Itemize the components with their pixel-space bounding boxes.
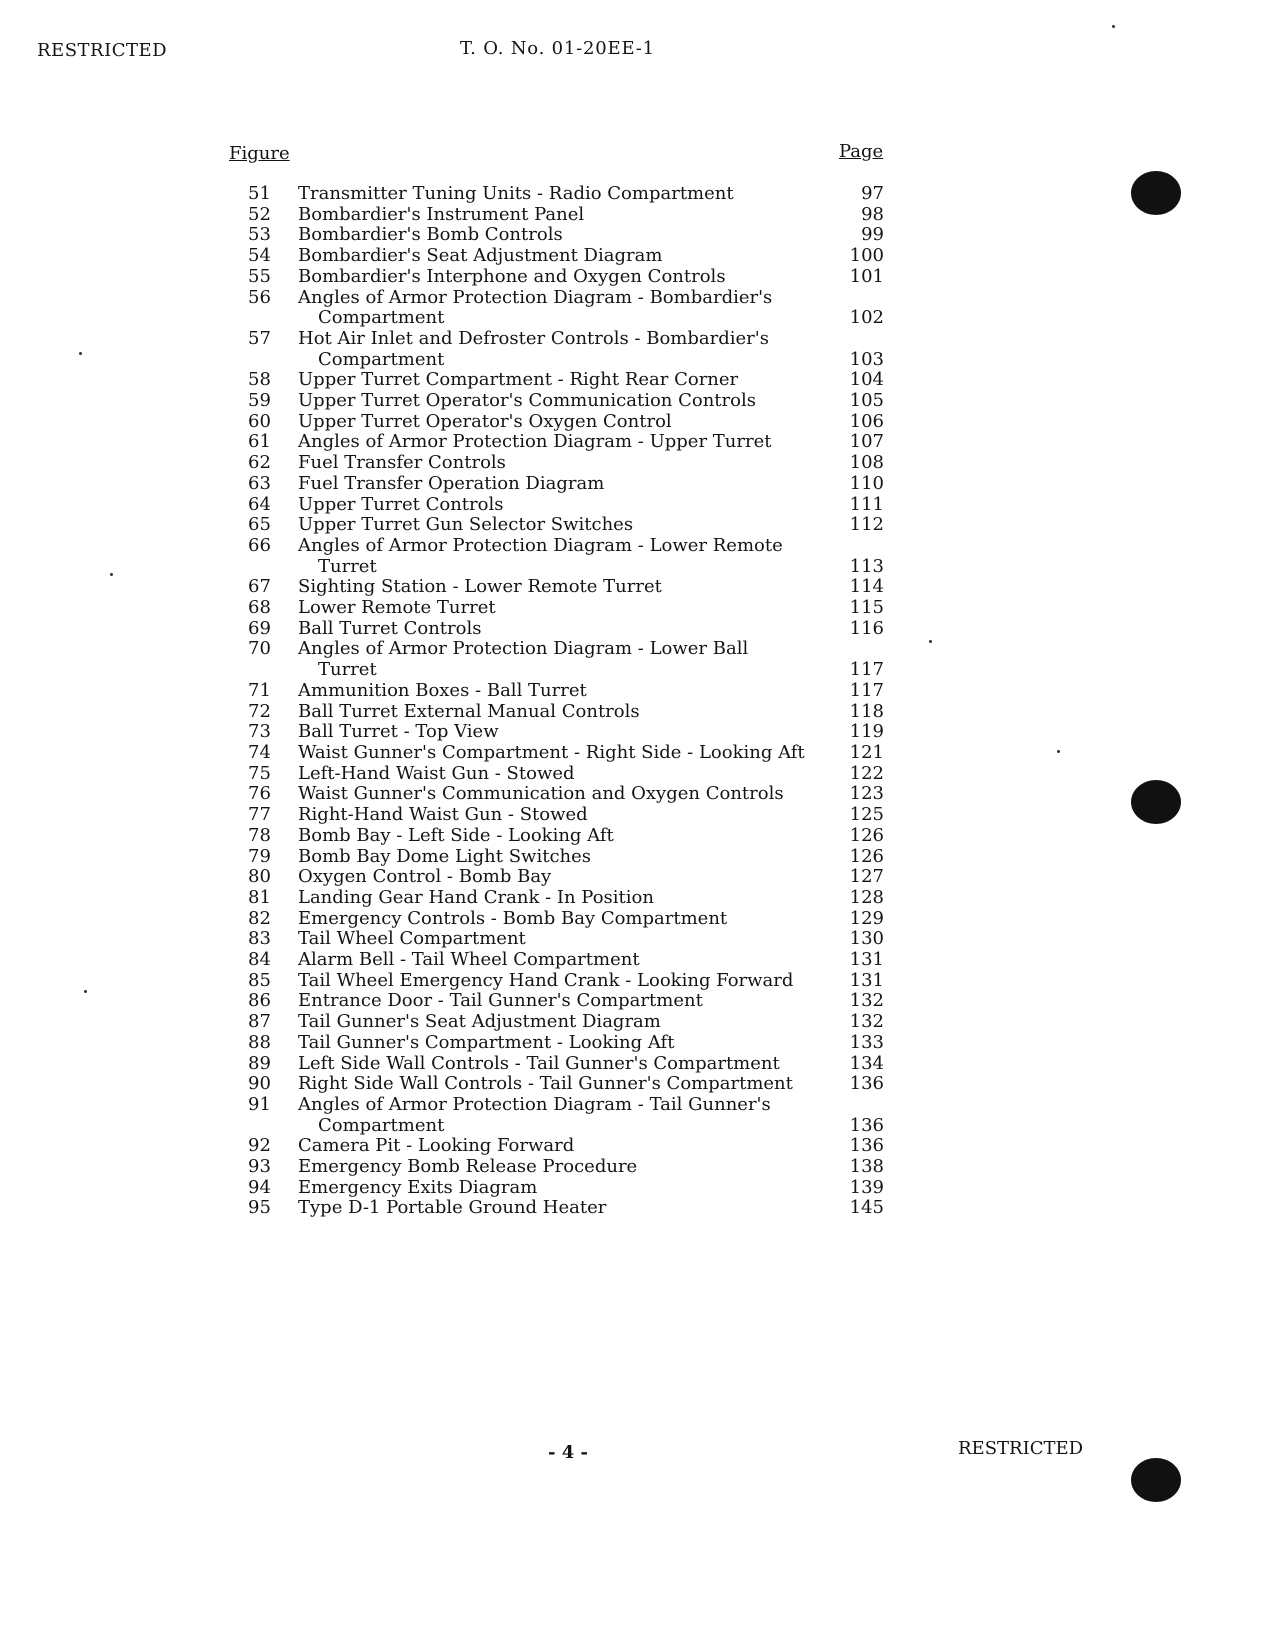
list-item: [228, 205, 898, 226]
binder-hole-middle: [1131, 780, 1181, 824]
figure-page-number: 119: [849, 721, 884, 743]
figure-title: [298, 909, 808, 930]
figure-number: 84: [248, 949, 271, 971]
list-item: [228, 184, 898, 205]
figure-title-text: Emergency Bomb Release Procedure: [298, 1156, 638, 1178]
figure-number: 82: [248, 907, 271, 929]
figure-title-text: Fuel Transfer Controls: [298, 452, 506, 474]
figure-title-text: Ball Turret Controls: [298, 617, 482, 639]
figure-number: 74: [248, 741, 271, 763]
figure-title-text: Entrance Door - Tail Gunner's Compartment: [298, 990, 703, 1012]
speck: [1057, 750, 1060, 753]
figure-page-number: 108: [849, 452, 884, 474]
figure-title: [298, 1033, 808, 1054]
figure-title: [298, 329, 808, 370]
figure-title-text: Left-Hand Waist Gun - Stowed: [298, 762, 575, 784]
figure-title-text: Angles of Armor Protection Diagram - Lower Remote: [298, 534, 783, 556]
figure-number: 91: [248, 1093, 271, 1115]
figure-number: 72: [248, 700, 271, 722]
list-item: [228, 370, 898, 391]
figure-title-text: Upper Turret Operator's Communication Controls: [298, 390, 756, 412]
figure-number: 66: [248, 534, 271, 556]
figure-title: [298, 1054, 808, 1075]
figure-number: 60: [248, 410, 271, 432]
figure-title: [298, 205, 808, 226]
list-item: [228, 639, 898, 680]
figure-title-text: Left Side Wall Controls - Tail Gunner's Compartment: [298, 1052, 780, 1074]
figure-page-number: 116: [849, 617, 884, 639]
figure-page-number: 136: [849, 1073, 884, 1095]
figure-title: [298, 1012, 808, 1033]
list-item: [228, 1054, 898, 1075]
figure-number: 77: [248, 804, 271, 826]
list-item: [228, 929, 898, 950]
list-item: [228, 1198, 898, 1219]
figure-title-text: Emergency Exits Diagram: [298, 1176, 538, 1198]
list-item: [228, 577, 898, 598]
list-item: [228, 288, 898, 329]
figure-title: [298, 412, 808, 433]
figure-title-text: Transmitter Tuning Units - Radio Compartment: [298, 183, 734, 204]
figure-title: [298, 681, 808, 702]
figure-title-text: Upper Turret Compartment - Right Rear Corner: [298, 369, 739, 391]
list-item: [228, 702, 898, 723]
figure-page-number: 115: [849, 597, 884, 619]
figure-number: 56: [248, 286, 271, 308]
figure-title: [298, 867, 808, 888]
list-item: [228, 1157, 898, 1178]
figure-title: [298, 598, 808, 619]
figure-title: [298, 784, 808, 805]
figure-number: 63: [248, 472, 271, 494]
figure-page-number: 133: [849, 1031, 884, 1053]
figure-page-number: 129: [849, 907, 884, 929]
figure-title-text: Bomb Bay - Left Side - Looking Aft: [298, 824, 614, 846]
figure-number: 90: [248, 1073, 271, 1095]
figure-title: [298, 267, 808, 288]
figure-title: [298, 1136, 808, 1157]
list-item: [228, 1095, 898, 1136]
figure-title: [298, 619, 808, 640]
list-item: [228, 1012, 898, 1033]
figure-list: [228, 184, 898, 1219]
figure-number: 51: [248, 183, 271, 204]
figure-title-continuation: Compartment: [318, 1114, 445, 1136]
figure-title: [298, 743, 808, 764]
list-item: [228, 950, 898, 971]
figure-title: [298, 432, 808, 453]
column-header-page: Page: [839, 141, 884, 162]
figure-title-text: Tail Wheel Compartment: [298, 928, 526, 950]
figure-number: 86: [248, 990, 271, 1012]
figure-page-number: 99: [861, 224, 884, 246]
list-item: [228, 329, 898, 370]
figure-page-number: 101: [849, 265, 884, 287]
figure-number: 59: [248, 390, 271, 412]
figure-page-number: 118: [849, 700, 884, 722]
figure-page-number: 128: [849, 886, 884, 908]
figure-title: [298, 495, 808, 516]
figure-number: 94: [248, 1176, 271, 1198]
figure-number: 78: [248, 824, 271, 846]
figure-title: [298, 1095, 808, 1136]
figure-page-number: 104: [849, 369, 884, 391]
figure-page-number: 132: [849, 990, 884, 1012]
figure-page-number: 136: [849, 1114, 884, 1136]
list-item: [228, 1178, 898, 1199]
list-item: [228, 515, 898, 536]
figure-title-continuation: Turret: [318, 555, 377, 577]
figure-title-text: Fuel Transfer Operation Diagram: [298, 472, 605, 494]
figure-title-text: Tail Wheel Emergency Hand Crank - Looking Forward: [298, 969, 794, 991]
figure-number: 53: [248, 224, 271, 246]
list-item: [228, 867, 898, 888]
figure-title-text: Bombardier's Instrument Panel: [298, 203, 585, 225]
figure-title-text: Ball Turret - Top View: [298, 721, 499, 743]
figure-page-number: 117: [849, 679, 884, 701]
figure-page-number: 106: [849, 410, 884, 432]
figure-number: 62: [248, 452, 271, 474]
footer-page-number: - 4 -: [548, 1442, 588, 1463]
figure-title-text: Emergency Controls - Bomb Bay Compartment: [298, 907, 728, 929]
figure-number: 70: [248, 638, 271, 660]
figure-title-text: Upper Turret Gun Selector Switches: [298, 514, 634, 536]
figure-number: 88: [248, 1031, 271, 1053]
figure-page-number: 117: [849, 659, 884, 681]
figure-page-number: 136: [849, 1135, 884, 1157]
figure-title: [298, 577, 808, 598]
list-item: [228, 412, 898, 433]
figure-title-text: Upper Turret Controls: [298, 493, 504, 515]
figure-title-text: Right-Hand Waist Gun - Stowed: [298, 804, 588, 826]
list-item: [228, 743, 898, 764]
figure-page-number: 97: [861, 183, 884, 204]
figure-title: [298, 288, 808, 329]
figure-page-number: 126: [849, 845, 884, 867]
figure-number: 87: [248, 1011, 271, 1033]
figure-page-number: 130: [849, 928, 884, 950]
list-item: [228, 764, 898, 785]
column-header-figure: Figure: [229, 143, 290, 164]
figure-number: 83: [248, 928, 271, 950]
figure-title-text: Type D-1 Portable Ground Heater: [298, 1197, 607, 1219]
header-classification: RESTRICTED: [37, 40, 168, 61]
figure-title-text: Angles of Armor Protection Diagram - Upper Turret: [298, 431, 772, 453]
speck: [79, 352, 82, 355]
figure-number: 76: [248, 783, 271, 805]
figure-number: 85: [248, 969, 271, 991]
figure-page-number: 100: [849, 245, 884, 267]
figure-title-text: Tail Gunner's Seat Adjustment Diagram: [298, 1011, 661, 1033]
figure-title-text: Sighting Station - Lower Remote Turret: [298, 576, 662, 598]
list-item: [228, 495, 898, 516]
figure-title: [298, 950, 808, 971]
figure-page-number: 138: [849, 1156, 884, 1178]
list-item: [228, 722, 898, 743]
binder-hole-top: [1131, 171, 1181, 215]
figure-title: [298, 391, 808, 412]
figure-title-text: Alarm Bell - Tail Wheel Compartment: [298, 949, 640, 971]
figure-title-text: Waist Gunner's Communication and Oxygen Controls: [298, 783, 784, 805]
list-item: [228, 826, 898, 847]
figure-title-continuation: Turret: [318, 659, 377, 681]
figure-number: 73: [248, 721, 271, 743]
figure-title-text: Bombardier's Seat Adjustment Diagram: [298, 245, 663, 267]
figure-title-text: Lower Remote Turret: [298, 597, 496, 619]
figure-page-number: 122: [849, 762, 884, 784]
figure-title-text: Bombardier's Interphone and Oxygen Controls: [298, 265, 726, 287]
figure-number: 54: [248, 245, 271, 267]
figure-page-number: 103: [849, 348, 884, 370]
figure-title: [298, 722, 808, 743]
figure-number: 61: [248, 431, 271, 453]
figure-number: 93: [248, 1156, 271, 1178]
figure-title: [298, 826, 808, 847]
speck: [929, 640, 932, 643]
figure-title-text: Angles of Armor Protection Diagram - Bombardier's: [298, 286, 773, 308]
figure-title: [298, 702, 808, 723]
list-item: [228, 598, 898, 619]
figure-page-number: 126: [849, 824, 884, 846]
figure-number: 68: [248, 597, 271, 619]
figure-number: 64: [248, 493, 271, 515]
list-item: [228, 225, 898, 246]
figure-title-continuation: Compartment: [318, 348, 445, 370]
figure-title: [298, 1074, 808, 1095]
list-item: [228, 619, 898, 640]
figure-number: 65: [248, 514, 271, 536]
figure-title-text: Angles of Armor Protection Diagram - Tail Gunner's: [298, 1093, 771, 1115]
figure-title: [298, 474, 808, 495]
list-item: [228, 847, 898, 868]
figure-page-number: 102: [849, 307, 884, 329]
figure-page-number: 123: [849, 783, 884, 805]
figure-title-text: Waist Gunner's Compartment - Right Side - Looking Aft: [298, 741, 805, 763]
list-item: [228, 1033, 898, 1054]
figure-number: 95: [248, 1197, 271, 1219]
list-item: [228, 474, 898, 495]
figure-title: [298, 225, 808, 246]
list-item: [228, 536, 898, 577]
figure-title: [298, 515, 808, 536]
figure-title: [298, 805, 808, 826]
figure-number: 89: [248, 1052, 271, 1074]
figure-title-text: Bombardier's Bomb Controls: [298, 224, 563, 246]
figure-page-number: 127: [849, 866, 884, 888]
list-item: [228, 681, 898, 702]
figure-number: 57: [248, 327, 271, 349]
figure-title-text: Oxygen Control - Bomb Bay: [298, 866, 552, 888]
figure-page-number: 131: [849, 949, 884, 971]
figure-page-number: 111: [849, 493, 884, 515]
figure-title: [298, 764, 808, 785]
list-item: [228, 267, 898, 288]
figure-title-text: Ammunition Boxes - Ball Turret: [298, 679, 587, 701]
list-item: [228, 805, 898, 826]
figure-title: [298, 1157, 808, 1178]
figure-number: 52: [248, 203, 271, 225]
figure-page-number: 139: [849, 1176, 884, 1198]
list-item: [228, 1074, 898, 1095]
binder-hole-bottom: [1131, 1458, 1181, 1502]
figure-title-text: Hot Air Inlet and Defroster Controls - Bombardier's: [298, 327, 769, 349]
figure-page-number: 112: [849, 514, 884, 536]
speck: [110, 573, 113, 576]
figure-page-number: 114: [849, 576, 884, 598]
figure-title-continuation: Compartment: [318, 307, 445, 329]
header-doc-number: T. O. No. 01-20EE-1: [460, 38, 655, 59]
figure-page-number: 134: [849, 1052, 884, 1074]
footer-classification: RESTRICTED: [958, 1438, 1084, 1459]
figure-title-text: Landing Gear Hand Crank - In Position: [298, 886, 654, 908]
figure-page-number: 125: [849, 804, 884, 826]
figure-page-number: 98: [861, 203, 884, 225]
figure-number: 67: [248, 576, 271, 598]
figure-number: 81: [248, 886, 271, 908]
figure-title-text: Tail Gunner's Compartment - Looking Aft: [298, 1031, 675, 1053]
list-item: [228, 1136, 898, 1157]
figure-number: 69: [248, 617, 271, 639]
figure-title: [298, 184, 808, 205]
figure-title-text: Right Side Wall Controls - Tail Gunner's Compartment: [298, 1073, 793, 1095]
figure-title: [298, 1178, 808, 1199]
figure-title: [298, 971, 808, 992]
figure-title: [298, 639, 808, 680]
figure-page-number: 113: [849, 555, 884, 577]
list-item: [228, 432, 898, 453]
figure-title: [298, 246, 808, 267]
list-item: [228, 391, 898, 412]
figure-title-text: Upper Turret Operator's Oxygen Control: [298, 410, 672, 432]
speck: [1112, 25, 1115, 28]
figure-page-number: 131: [849, 969, 884, 991]
list-item: [228, 909, 898, 930]
figure-number: 58: [248, 369, 271, 391]
figure-title-text: Camera Pit - Looking Forward: [298, 1135, 575, 1157]
figure-page-number: 145: [849, 1197, 884, 1219]
figure-title: [298, 1198, 808, 1219]
figure-title: [298, 453, 808, 474]
list-item: [228, 971, 898, 992]
figure-number: 75: [248, 762, 271, 784]
figure-title-text: Ball Turret External Manual Controls: [298, 700, 640, 722]
figure-title: [298, 847, 808, 868]
figure-number: 79: [248, 845, 271, 867]
figure-title: [298, 536, 808, 577]
figure-title: [298, 888, 808, 909]
figure-page-number: 132: [849, 1011, 884, 1033]
figure-page-number: 121: [849, 741, 884, 763]
figure-title: [298, 929, 808, 950]
figure-number: 71: [248, 679, 271, 701]
list-item: [228, 453, 898, 474]
figure-title: [298, 991, 808, 1012]
figure-page-number: 107: [849, 431, 884, 453]
list-item: [228, 784, 898, 805]
list-item: [228, 246, 898, 267]
figure-number: 92: [248, 1135, 271, 1157]
figure-page-number: 105: [849, 390, 884, 412]
list-item: [228, 991, 898, 1012]
figure-number: 80: [248, 866, 271, 888]
figure-title: [298, 370, 808, 391]
figure-title-text: Angles of Armor Protection Diagram - Lower Ball: [298, 638, 749, 660]
figure-title-text: Bomb Bay Dome Light Switches: [298, 845, 592, 867]
figure-number: 55: [248, 265, 271, 287]
speck: [84, 990, 87, 993]
list-item: [228, 888, 898, 909]
figure-page-number: 110: [849, 472, 884, 494]
